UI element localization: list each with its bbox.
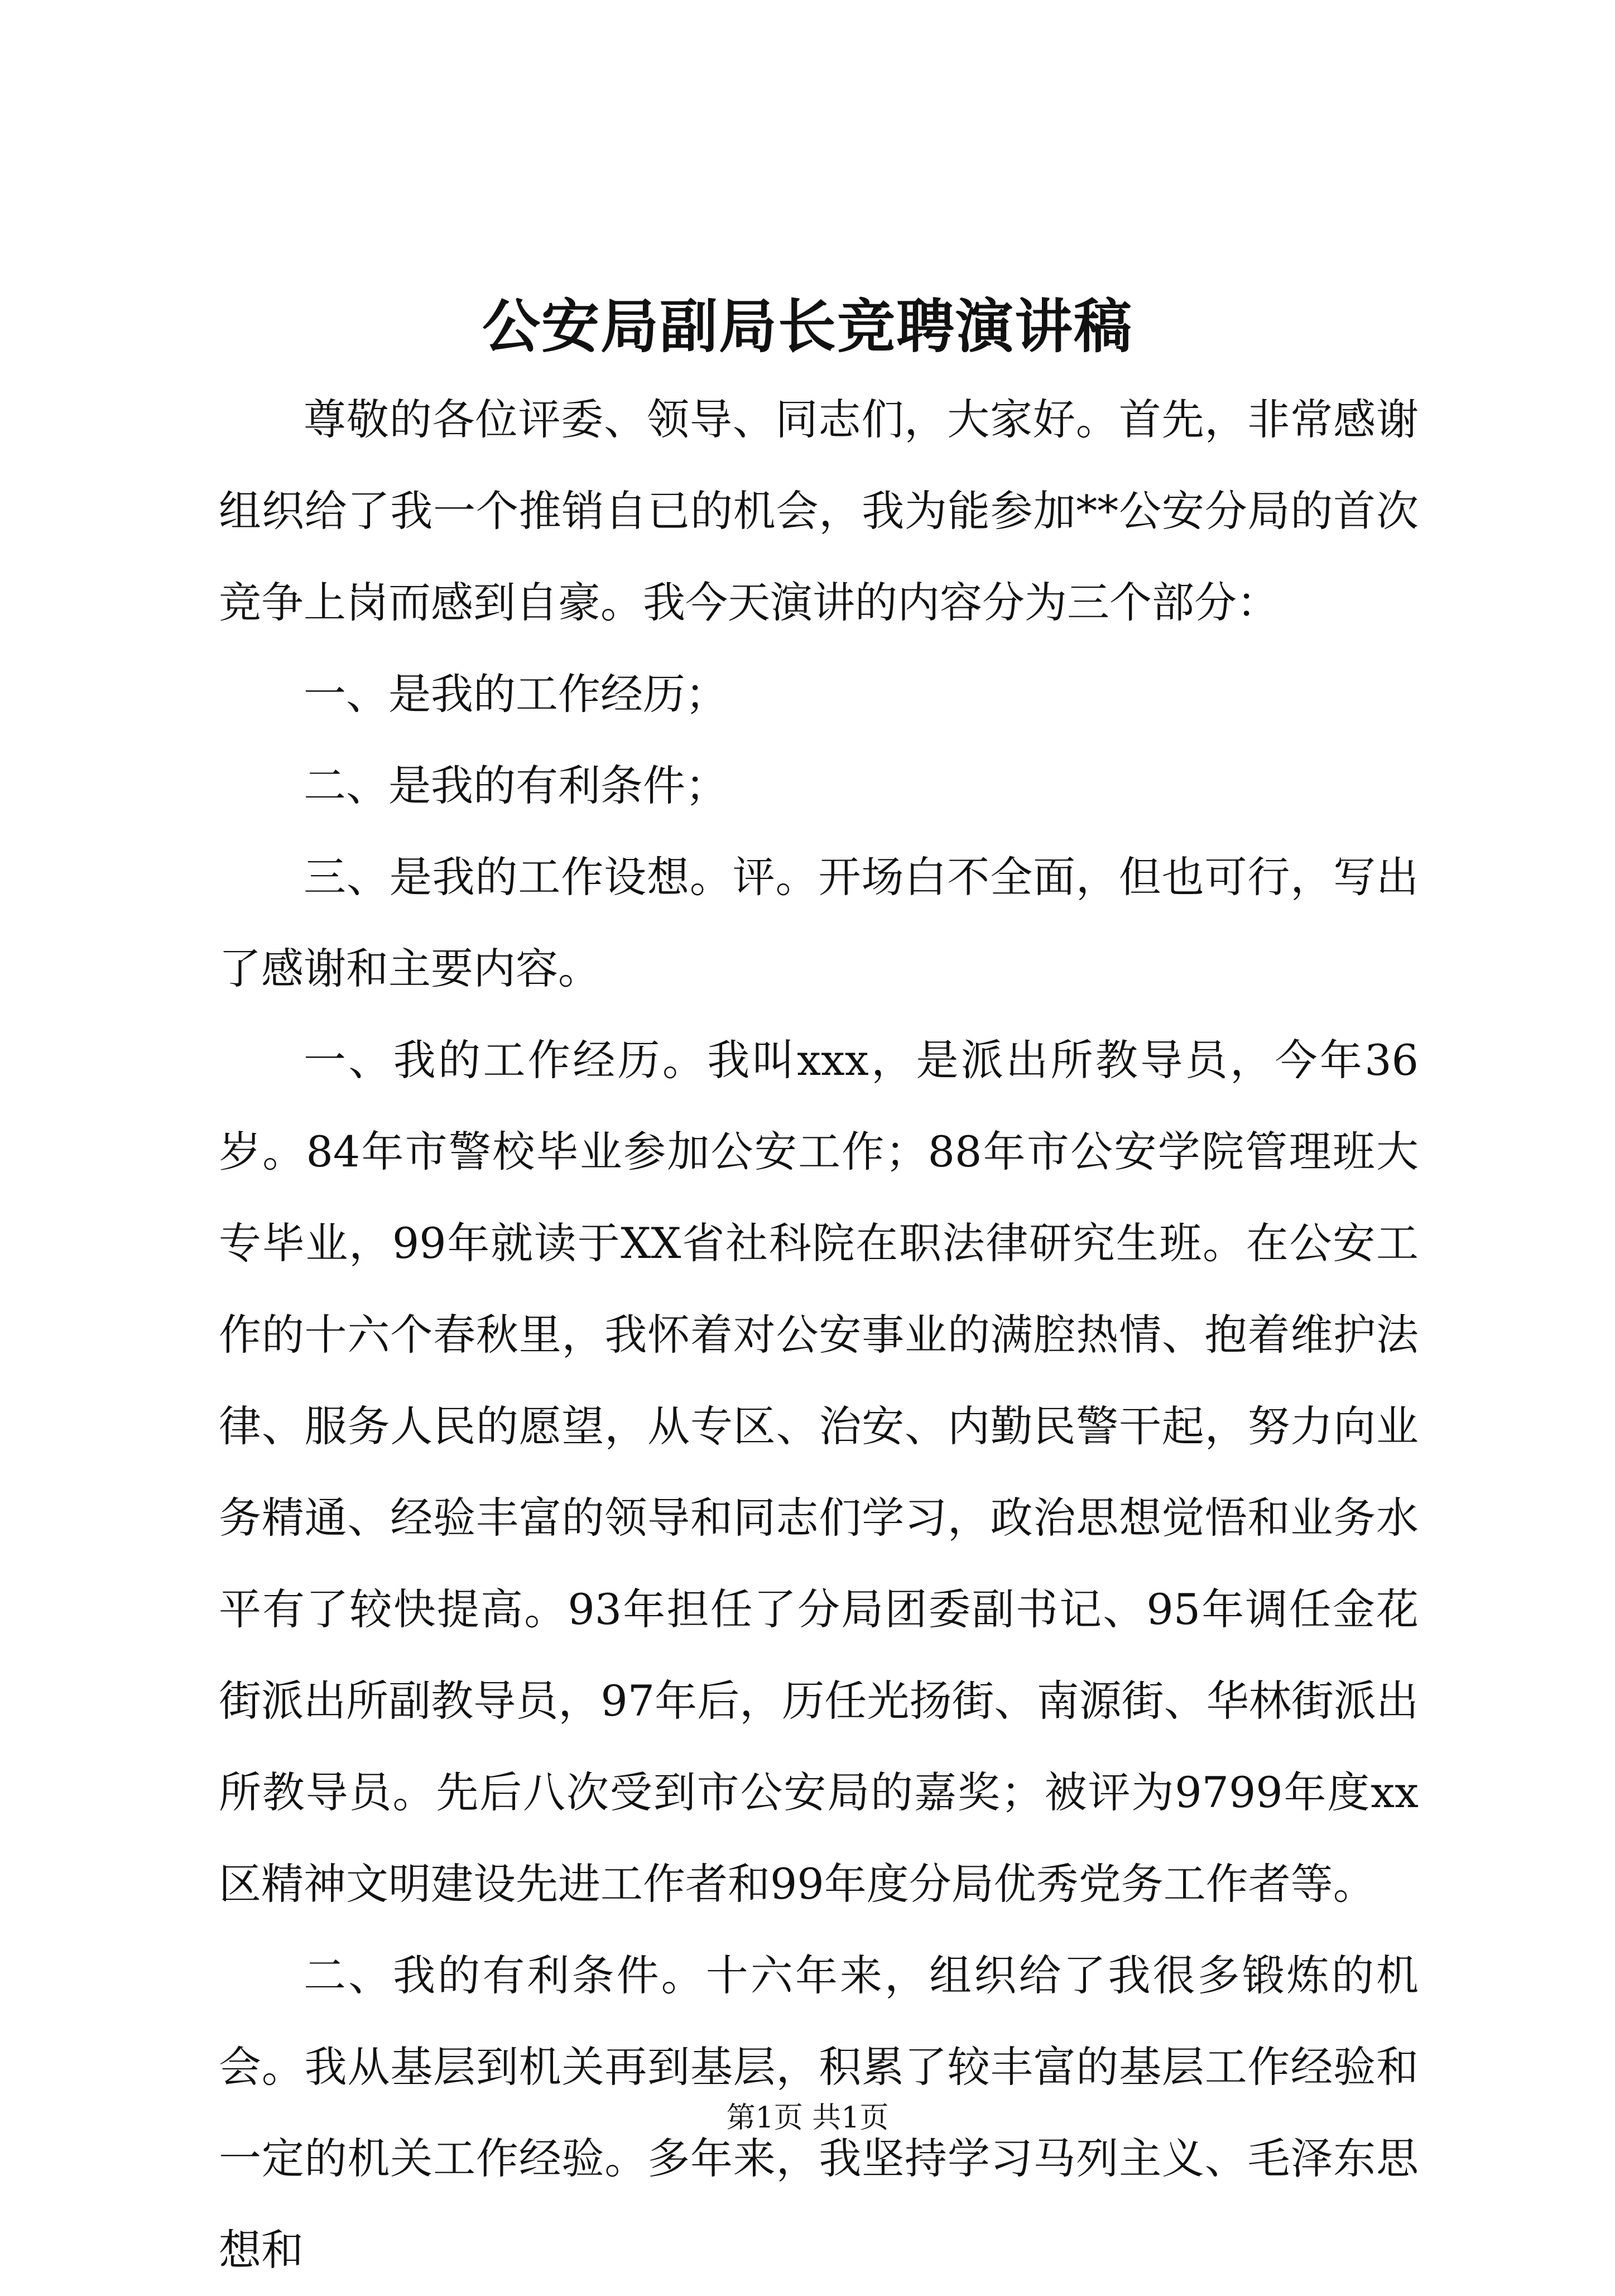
paragraph-outline-1: 一、是我的工作经历；: [304, 669, 728, 719]
page-footer: 第1页 共1页: [726, 2101, 889, 2135]
paragraph-work-history: 一、我的工作经历。我叫xxx，是派出所教导员，今年36岁。84年市警校毕业参加公安工作；88年市公安学院管理班大专毕业，99年就读于XX省社科院在职法律研究生班。在公安工作的十六个春秋里，我怀着对公安事业的满腔热情、抱着维护法律、服务人民的愿望，从专区、治安、内勤民警干起，努力向业务精通、经验丰富的领导和同志们学习，政治思想觉悟和业务水平有了较快提高。93年担任了分局团委副书记、95年调任金花街派出所副教导员，97年后，历任光扬街、南源街、华林街派出所教导员。先后八次受到市公安局的嘉奖；被评为9799年度xx区精神文明建设先进工作者和99年度分局优秀党务工作者等。: [219, 1035, 1419, 1909]
document-body: [219, 374, 1419, 2296]
paragraph-outline-2: 二、是我的有利条件；: [304, 761, 728, 810]
paragraph-greeting: 尊敬的各位评委、领导、同志们，大家好。首先，非常感谢组织给了我一个推销自已的机会，我为能参加**公安分局的首次竞争上岗而感到自豪。我今天演讲的内容分为三个部分：: [219, 395, 1419, 627]
paragraph-outline-3: 三、是我的工作设想。评。开场白不全面，但也可行，写出了感谢和主要内容。: [219, 852, 1419, 993]
paragraph-advantages: 二、我的有利条件。十六年来，组织给了我很多锻炼的机会。我从基层到机关再到基层，积累了较丰富的基层工作经验和一定的机关工作经验。多年来，我坚持学习马列主义、毛泽东思想和: [219, 1951, 1419, 2275]
document-title: 公安局副局长竞聘演讲稿: [482, 292, 1133, 361]
